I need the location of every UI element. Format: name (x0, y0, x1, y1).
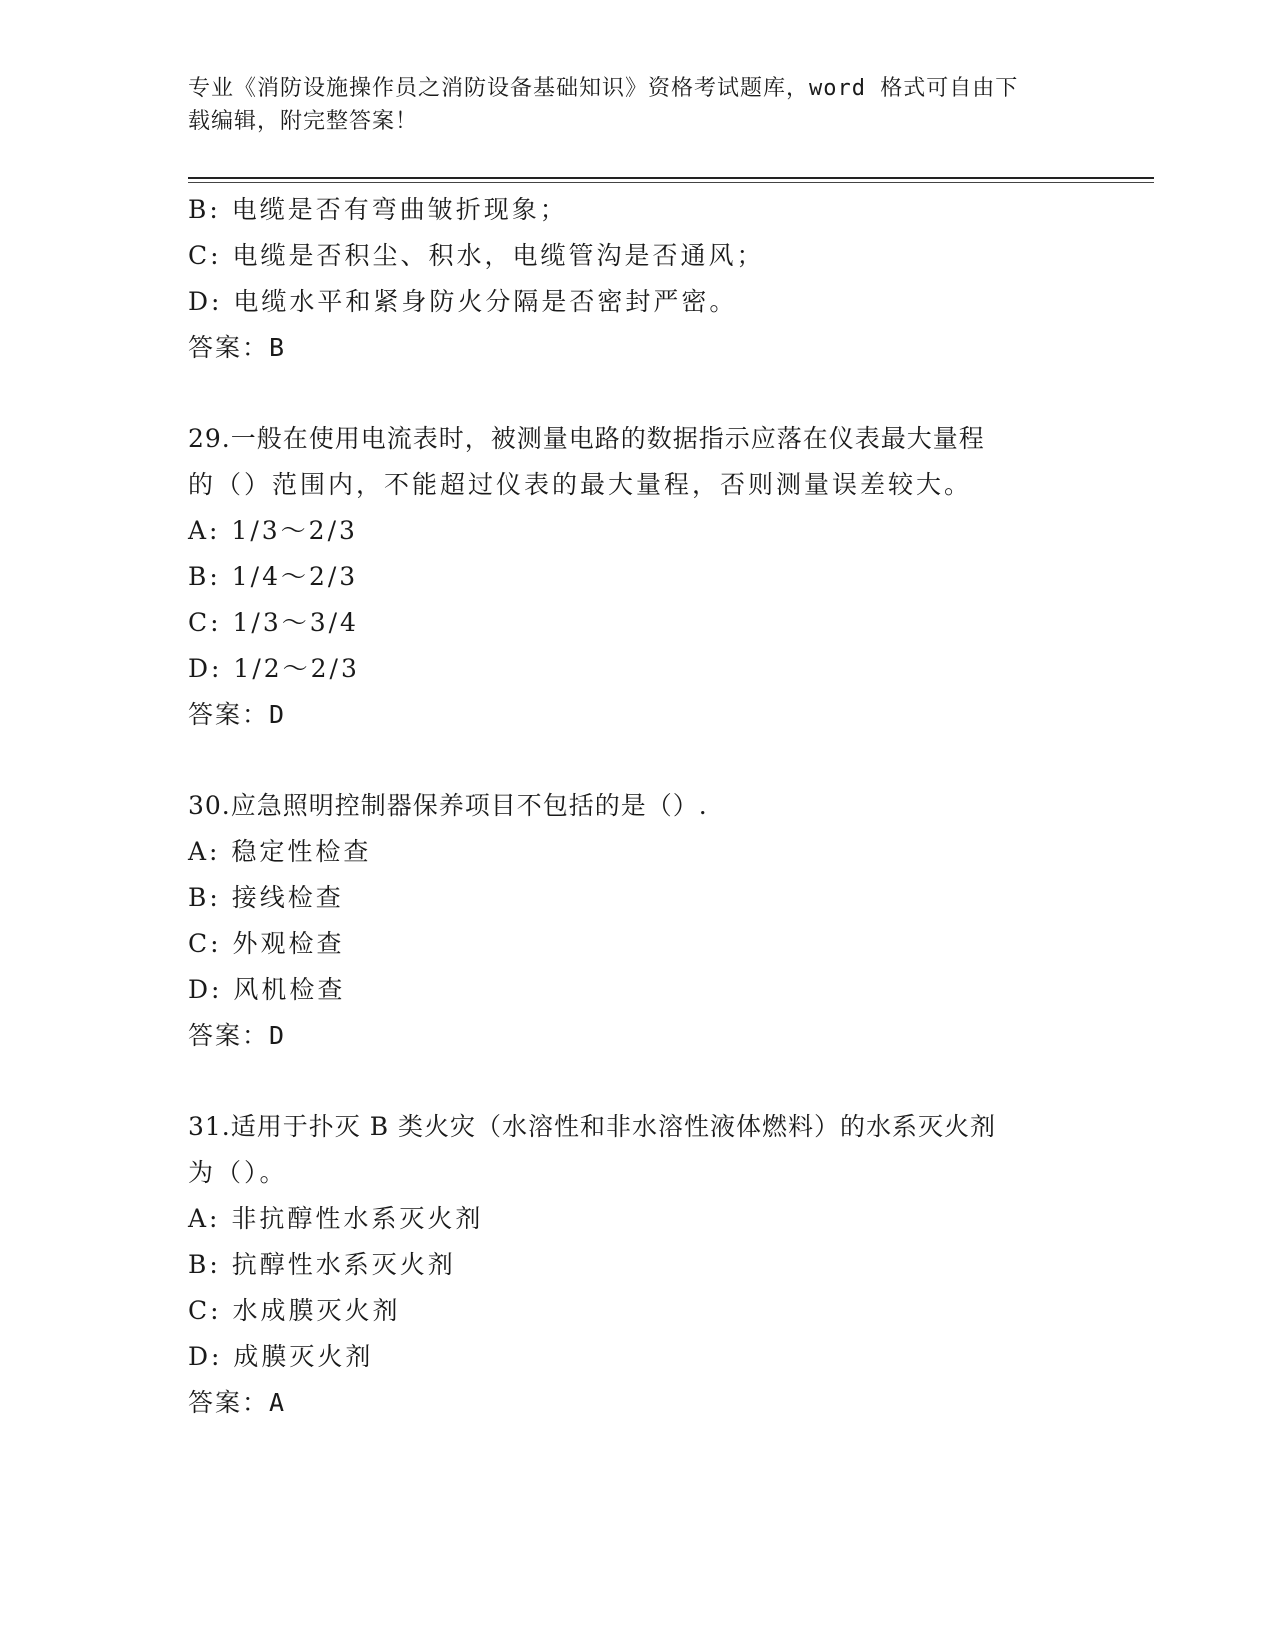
question-stem-line: 30.应急照明控制器保养项目不包括的是（）. (188, 791, 708, 820)
option-d: D: 电缆水平和紧身防火分隔是否密封严密。 (188, 287, 738, 316)
question-list (188, 187, 1088, 1426)
option-d: D: 1/2～2/3 (188, 654, 360, 683)
question-stem-line: 29.一般在使用电流表时，被测量电路的数据指示应落在仪表最大量程 (188, 424, 985, 453)
option-a: A: 稳定性检查 (188, 837, 372, 866)
answer-line: 答案：A (188, 1388, 287, 1417)
spacer (188, 738, 1088, 783)
question-stem-line: 31.适用于扑灭 B 类火灾（水溶性和非水溶性液体燃料）的水系灭火剂 (188, 1112, 997, 1141)
spacer (188, 371, 1088, 416)
answer-line: 答案：B (188, 333, 287, 362)
spacer (188, 1059, 1088, 1104)
option-c: C: 外观检查 (188, 929, 345, 958)
option-c: C: 1/3～3/4 (188, 608, 359, 637)
question-30 (188, 783, 1088, 1059)
prev-question-block (188, 187, 1088, 371)
question-stem-line: 的（）范围内，不能超过仪表的最大量程，否则测量误差较大。 (188, 470, 973, 499)
question-31 (188, 1104, 1088, 1426)
option-d: D: 风机检查 (188, 975, 346, 1004)
header-rule-thin (188, 182, 1154, 183)
option-b: B: 接线检查 (188, 883, 344, 912)
answer-line: 答案：D (188, 1021, 287, 1050)
answer-line: 答案：D (188, 700, 287, 729)
question-stem-line: 为（）。 (188, 1158, 288, 1187)
document-header (188, 72, 1088, 138)
question-29 (188, 416, 1088, 738)
option-a: A: 非抗醇性水系灭火剂 (188, 1204, 484, 1233)
option-b: B: 电缆是否有弯曲皱折现象； (188, 195, 568, 224)
option-b: B: 抗醇性水系灭火剂 (188, 1250, 456, 1279)
option-c: C: 水成膜灭火剂 (188, 1296, 401, 1325)
option-a: A: 1/3～2/3 (188, 516, 358, 545)
header-line-1: 专业《消防设施操作员之消防设备基础知识》资格考试题库，word 格式可自由下 (188, 76, 1019, 101)
option-d: D: 成膜灭火剂 (188, 1342, 374, 1371)
option-b: B: 1/4～2/3 (188, 562, 359, 591)
header-line-2: 载编辑，附完整答案！ (188, 109, 419, 134)
option-c: C: 电缆是否积尘、积水，电缆管沟是否通风； (188, 241, 765, 270)
header-rule-thick (188, 177, 1154, 179)
